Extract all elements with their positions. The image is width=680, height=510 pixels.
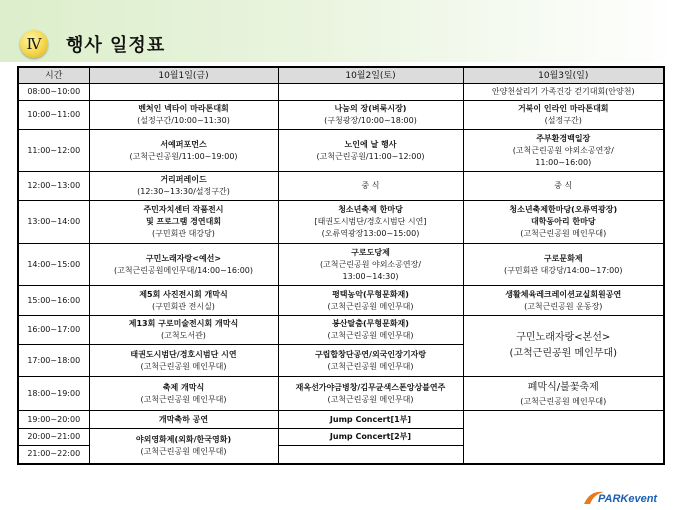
empty-cell	[89, 84, 278, 101]
event-detail: (고척근린공원 메인무대)	[520, 229, 607, 238]
event-title: 야외영화제(외화/한국영화)	[135, 434, 232, 444]
table-row	[18, 377, 664, 411]
event-title: 구로문화제	[543, 253, 583, 263]
time-cell: 14:00~15:00	[18, 244, 89, 286]
event-detail: (고척근린공원 메인무대)	[327, 394, 414, 404]
header-day1: 10월1일(금)	[89, 67, 278, 84]
table-header-row	[18, 67, 664, 84]
event-title: 축제 개막식	[162, 382, 205, 392]
event-title: 구로도당제	[351, 247, 390, 257]
time-cell: 18:00~19:00	[18, 377, 89, 411]
event-detail: (고척근린공원 운동장)	[524, 301, 603, 311]
event-cell	[89, 101, 278, 130]
empty-cell	[278, 446, 463, 464]
event-title: 생활체육레크레이션교실회원공연	[505, 289, 622, 299]
event-cell	[463, 84, 664, 101]
event-cell	[278, 101, 463, 130]
event-detail: (고척근린공원 야외소공연장/	[512, 145, 614, 155]
event-detail: (고척근린공원/11:00~12:00)	[316, 151, 425, 161]
event-cell	[278, 316, 463, 345]
event-cell	[89, 244, 278, 286]
event-cell	[278, 411, 463, 429]
event-cell	[278, 377, 463, 411]
event-title: 벤처인 넥타이 마라톤대회	[138, 104, 229, 113]
event-cell	[89, 316, 278, 345]
event-cell	[89, 429, 278, 464]
event-detail: 13:00~14:30)	[342, 271, 399, 281]
section-number-badge: Ⅳ	[20, 30, 48, 58]
table-row	[18, 101, 664, 130]
event-cell	[463, 377, 664, 411]
event-detail: (고척근린공원 메인무대)	[140, 446, 227, 456]
event-title: 제5회 사진전시회 개막식	[139, 289, 228, 299]
event-title: 구립합창단공연/외국인장기자랑	[314, 349, 427, 359]
lunch-cell: 중 식	[278, 172, 463, 201]
event-title: 및 프로그램 경연대회	[145, 217, 222, 226]
table-row	[18, 201, 664, 244]
event-cell	[89, 411, 278, 429]
event-title: 서예퍼포먼스	[160, 139, 207, 149]
event-detail: (구민회관 대강당/14:00~17:00)	[504, 265, 623, 275]
event-detail: (고척근린공원 메인무대)	[327, 361, 414, 371]
event-title: 노인에 날 행사	[344, 139, 397, 149]
event-cell	[463, 286, 664, 316]
empty-cell	[278, 84, 463, 101]
event-cell	[89, 172, 278, 201]
time-cell: 11:00~12:00	[18, 130, 89, 172]
event-detail: (고척근린공원메인무대/14:00~16:00)	[113, 265, 254, 275]
table-row	[18, 286, 664, 316]
logo-text: PARKevent	[598, 493, 658, 505]
event-detail: [태권도시범단/경호시범단 시연]	[314, 217, 427, 226]
event-title: 폐막식/불꽃축제	[527, 381, 599, 393]
page-title: 행사 일정표	[66, 35, 166, 56]
event-title: 개막축하 공연	[158, 414, 209, 424]
time-cell: 21:00~22:00	[18, 446, 89, 464]
event-cell	[278, 244, 463, 286]
event-title: 제13회 구로미술전시회 개막식	[128, 319, 239, 328]
event-title: Jump Concert[2부]	[329, 432, 412, 441]
event-cell	[463, 101, 664, 130]
event-detail: (고척근린공원 메인무대)	[140, 361, 227, 371]
event-detail: (구민회관 전시실)	[152, 301, 215, 311]
event-title: Jump Concert[1부]	[329, 414, 412, 424]
event-detail: (고척도서관)	[161, 331, 206, 340]
table-row	[18, 172, 664, 201]
event-detail: (오류역광장13:00~15:00)	[321, 229, 420, 238]
table-row	[18, 316, 664, 345]
event-cell	[89, 377, 278, 411]
schedule-table	[17, 66, 665, 465]
event-cell	[278, 286, 463, 316]
event-cell	[89, 201, 278, 244]
event-cell	[89, 130, 278, 172]
event-title: 평택농악(무형문화재)	[332, 289, 409, 299]
table-row	[18, 130, 664, 172]
time-cell: 19:00~20:00	[18, 411, 89, 429]
empty-cell	[463, 411, 664, 464]
event-cell	[463, 130, 664, 172]
event-detail: (설정구간/10:00~11:30)	[137, 116, 230, 125]
lunch-cell: 중 식	[463, 172, 664, 201]
event-title: 청소년축제한마당(오류역광장)	[509, 205, 618, 214]
table-row	[18, 84, 664, 101]
event-title: 구민노래자랑<본선>	[516, 332, 611, 343]
event-cell	[278, 201, 463, 244]
header-time: 시간	[18, 67, 89, 84]
event-title: 재옥선가야금병창/김무균색스폰앙상블연주	[295, 382, 446, 392]
event-title: 태권도시범단/경호시범단 시연	[130, 349, 237, 359]
event-cell	[463, 316, 664, 377]
event-detail: (고척근린공원 메인무대)	[327, 331, 414, 340]
park-event-logo	[580, 486, 672, 508]
event-detail: (고척근린공원/11:00~19:00)	[129, 151, 238, 161]
header-day2: 10월2일(토)	[278, 67, 463, 84]
time-cell: 13:00~14:00	[18, 201, 89, 244]
event-title: 나눔의 장(벼룩시장)	[334, 104, 407, 113]
time-cell: 08:00~10:00	[18, 84, 89, 101]
event-detail: (고척근린공원 야외소공연장/	[319, 259, 422, 269]
event-cell	[463, 244, 664, 286]
event-cell	[463, 201, 664, 244]
event-detail: (설정구간)	[544, 116, 582, 125]
event-cell	[89, 286, 278, 316]
table-row	[18, 411, 664, 429]
page-header	[0, 0, 680, 62]
event-detail: (고척근린공원 메인무대)	[520, 396, 607, 406]
header-day3: 10월3일(일)	[463, 67, 664, 84]
time-cell: 12:00~13:00	[18, 172, 89, 201]
event-detail: (고척근린공원 메인무대)	[140, 394, 227, 404]
time-cell: 10:00~11:00	[18, 101, 89, 130]
event-cell	[278, 429, 463, 446]
event-title: 주부환경백일장	[536, 133, 591, 143]
event-detail: (고척근린공원 메인무대)	[509, 348, 618, 359]
event-cell	[278, 130, 463, 172]
event-detail: (구청광장/10:00~18:00)	[324, 116, 417, 125]
event-cell	[89, 345, 278, 377]
time-cell: 17:00~18:00	[18, 345, 89, 377]
event-title: 대학동아리 한마당	[530, 217, 596, 226]
event-detail: (구민회관 대강당)	[152, 229, 215, 238]
event-title: 안양천살리기 가족건강 걷기대회(안양천)	[491, 87, 635, 96]
event-title: 봉산탈춤(무형문화재)	[332, 319, 409, 328]
event-title: 거북이 인라인 마라톤대회	[517, 104, 609, 113]
time-cell: 20:00~21:00	[18, 429, 89, 446]
table-row	[18, 244, 664, 286]
event-cell	[278, 345, 463, 377]
event-detail: 11:00~16:00)	[535, 157, 592, 167]
event-title: 주민자치센터 작품전시	[143, 205, 224, 214]
event-title: 거리퍼레이드	[160, 175, 207, 184]
time-cell: 15:00~16:00	[18, 286, 89, 316]
event-title: 구민노래자랑<예선>	[145, 253, 222, 263]
event-detail: (고척근린공원 메인무대)	[327, 301, 414, 311]
event-detail: (12:30~13:30/설정구간)	[137, 187, 230, 196]
event-title: 청소년축제 한마당	[338, 205, 403, 214]
time-cell: 16:00~17:00	[18, 316, 89, 345]
